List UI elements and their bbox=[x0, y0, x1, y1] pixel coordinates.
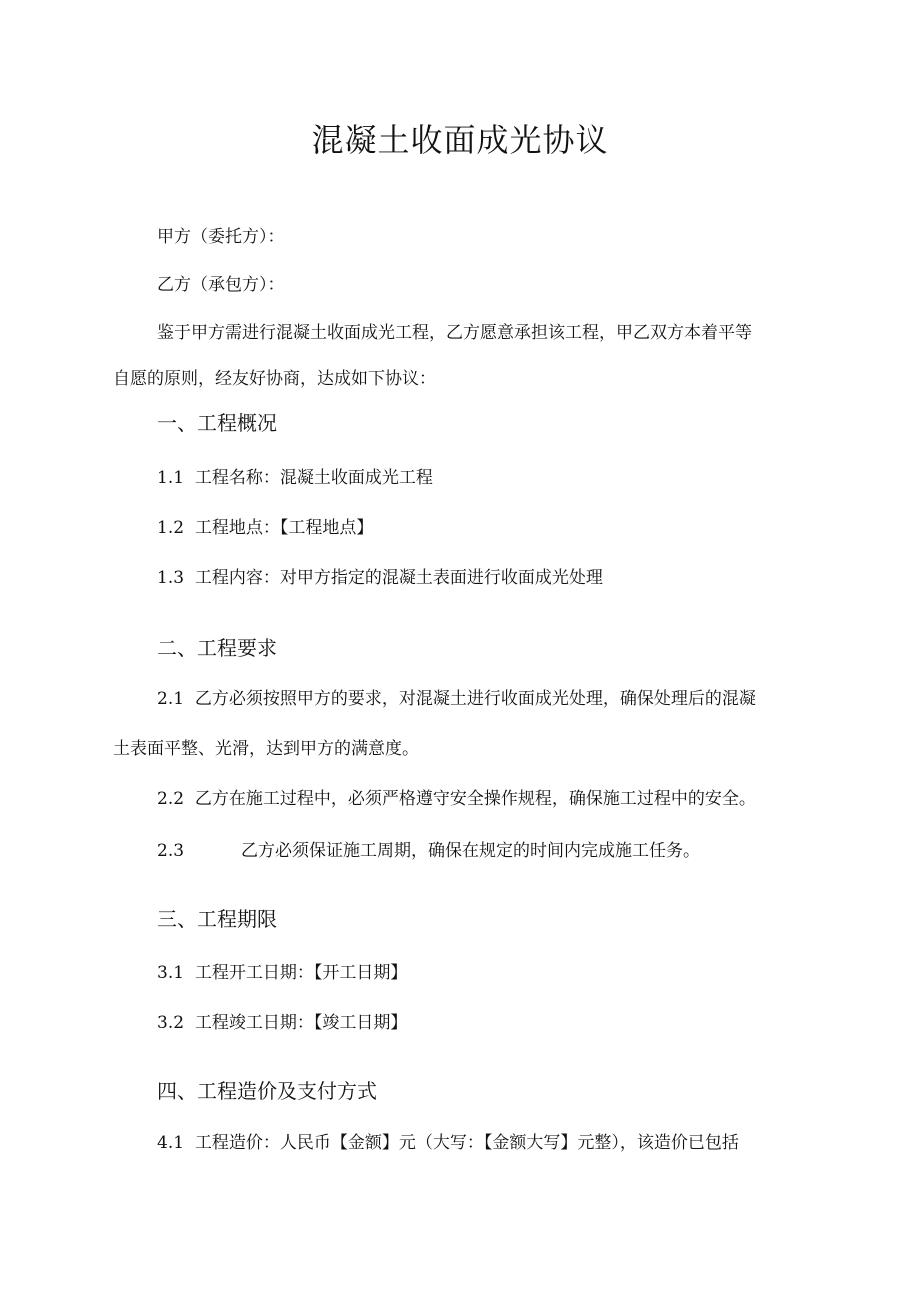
clause-text: 工程开工日期：【开工日期】 bbox=[194, 963, 408, 983]
clause-text: 工程地点：【工程地点】 bbox=[194, 518, 374, 538]
clause-text: 乙方必须按照甲方的要求，对混凝土进行收面成光处理，确保处理后的混凝 bbox=[194, 689, 756, 709]
party-a-line: 甲方（委托方）： bbox=[157, 227, 285, 247]
clause-text: 工程内容：对甲方指定的混凝土表面进行收面成光处理 bbox=[194, 568, 603, 588]
intro-line-2: 自愿的原则，经友好协商，达成如下协议： bbox=[113, 369, 436, 389]
party-b-line: 乙方（承包方）： bbox=[157, 275, 285, 295]
clause-number: 2.3 bbox=[157, 841, 185, 861]
clause-text: 工程竣工日期：【竣工日期】 bbox=[194, 1013, 408, 1033]
clause-1-2 bbox=[157, 515, 373, 541]
clause-3-2 bbox=[157, 1010, 407, 1036]
clause-text: 工程名称：混凝土收面成光工程 bbox=[194, 468, 433, 488]
clause-4-1 bbox=[157, 1130, 739, 1156]
clause-2-1 bbox=[157, 686, 756, 712]
section-2-heading: 二、工程要求 bbox=[157, 636, 277, 660]
section-3-heading: 三、工程期限 bbox=[157, 907, 277, 931]
clause-2-2 bbox=[157, 786, 756, 812]
intro-line-1: 鉴于甲方需进行混凝土收面成光工程，乙方愿意承担该工程，甲乙双方本着平等 bbox=[157, 323, 752, 343]
clause-number: 1.3 bbox=[157, 568, 185, 588]
section-1-heading: 一、工程概况 bbox=[157, 411, 277, 435]
clause-number: 1.2 bbox=[157, 518, 185, 538]
clause-number: 1.1 bbox=[157, 468, 185, 488]
clause-number: 2.2 bbox=[157, 789, 185, 809]
document-title: 混凝土收面成光协议 bbox=[311, 121, 609, 159]
clause-number: 2.1 bbox=[157, 689, 185, 709]
clause-1-3 bbox=[157, 565, 603, 591]
clause-2-1-continued: 土表面平整、光滑，达到甲方的满意度。 bbox=[113, 739, 419, 759]
clause-3-1 bbox=[157, 960, 407, 986]
clause-1-1 bbox=[157, 465, 433, 491]
clause-text: 工程造价：人民币【金额】元（大写：【金额大写】元整），该造价已包括 bbox=[194, 1133, 739, 1153]
clause-text: 乙方在施工过程中，必须严格遵守安全操作规程，确保施工过程中的安全。 bbox=[194, 789, 756, 809]
clause-number: 3.2 bbox=[157, 1013, 185, 1033]
clause-number: 3.1 bbox=[157, 963, 185, 983]
section-4-heading: 四、工程造价及支付方式 bbox=[157, 1079, 377, 1103]
clause-2-3-text: 乙方必须保证施工周期，确保在规定的时间内完成施工任务。 bbox=[241, 841, 700, 861]
clause-2-3 bbox=[157, 838, 184, 864]
clause-number: 4.1 bbox=[157, 1133, 185, 1153]
